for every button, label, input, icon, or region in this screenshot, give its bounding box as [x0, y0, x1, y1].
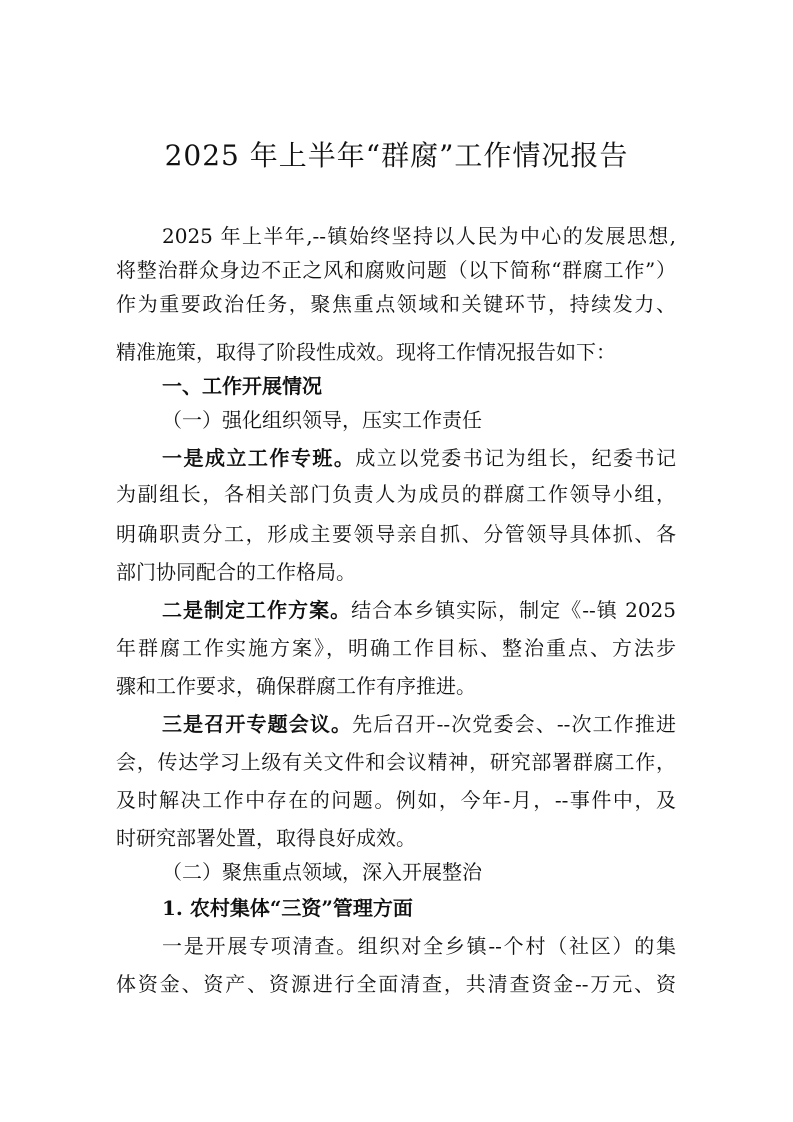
item1-line-4: 部门协同配合的工作格局。 — [116, 560, 356, 584]
intro-line-3: 作为重要政治任务，聚焦重点领域和关键环节，持续发力、 — [116, 292, 676, 316]
item3-line-1 — [162, 710, 676, 738]
item1-lead: 一是成立工作专班。 — [162, 446, 356, 470]
item3-line-3: 及时解决工作中存在的问题。例如，今年-月，--事件中，及 — [116, 788, 676, 812]
subsection-heading-2: （二）聚焦重点领域，深入开展整治 — [162, 860, 482, 884]
item2-first-line-rest: 结合本乡镇实际，制定《--镇 2025 — [351, 598, 676, 622]
item2-line-2: 年群腐工作实施方案》，明确工作目标、整治重点、方法步 — [116, 636, 676, 660]
intro-line-1: 2025 年上半年,--镇始终坚持以人民为中心的发展思想, — [162, 224, 676, 248]
section-heading-1: 一、工作开展情况 — [162, 374, 322, 398]
item2-line-3: 骤和工作要求，确保群腐工作有序推进。 — [116, 674, 476, 698]
point1-line-1: 一是开展专项清查。组织对全乡镇--个村（社区）的集 — [162, 934, 676, 958]
point1-line-2: 体资金、资产、资源进行全面清查，共清查资金--万元、资 — [116, 972, 676, 996]
item1-first-line-rest: 成立以党委书记为组长，纪委书记 — [355, 446, 677, 470]
item3-line-2: 会，传达学习上级有关文件和会议精神，研究部署群腐工作， — [116, 750, 676, 774]
subsection-heading-1: （一）强化组织领导，压实工作责任 — [162, 408, 482, 432]
intro-line-4: 精准施策，取得了阶段性成效。现将工作情况报告如下： — [116, 340, 616, 364]
item3-line-4: 时研究部署处置，取得良好成效。 — [116, 826, 416, 850]
point-heading-1: 1. 农村集体“三资”管理方面 — [162, 896, 413, 920]
item2-line-1 — [162, 596, 676, 624]
item1-line-1 — [162, 444, 676, 472]
item3-first-line-rest: 先后召开--次党委会、--次工作推进 — [352, 712, 677, 736]
item3-lead: 三是召开专题会议。 — [162, 712, 353, 736]
document-title: 2025 年上半年“群腐”工作情况报告 — [164, 139, 629, 172]
item2-lead: 二是制定工作方案。 — [162, 598, 352, 622]
item1-line-3: 明确职责分工，形成主要领导亲自抓、分管领导具体抓、各 — [116, 522, 676, 546]
item1-line-2: 为副组长，各相关部门负责人为成员的群腐工作领导小组， — [116, 482, 676, 506]
intro-line-2: 将整治群众身边不正之风和腐败问题（以下简称“群腐工作”） — [116, 258, 676, 282]
